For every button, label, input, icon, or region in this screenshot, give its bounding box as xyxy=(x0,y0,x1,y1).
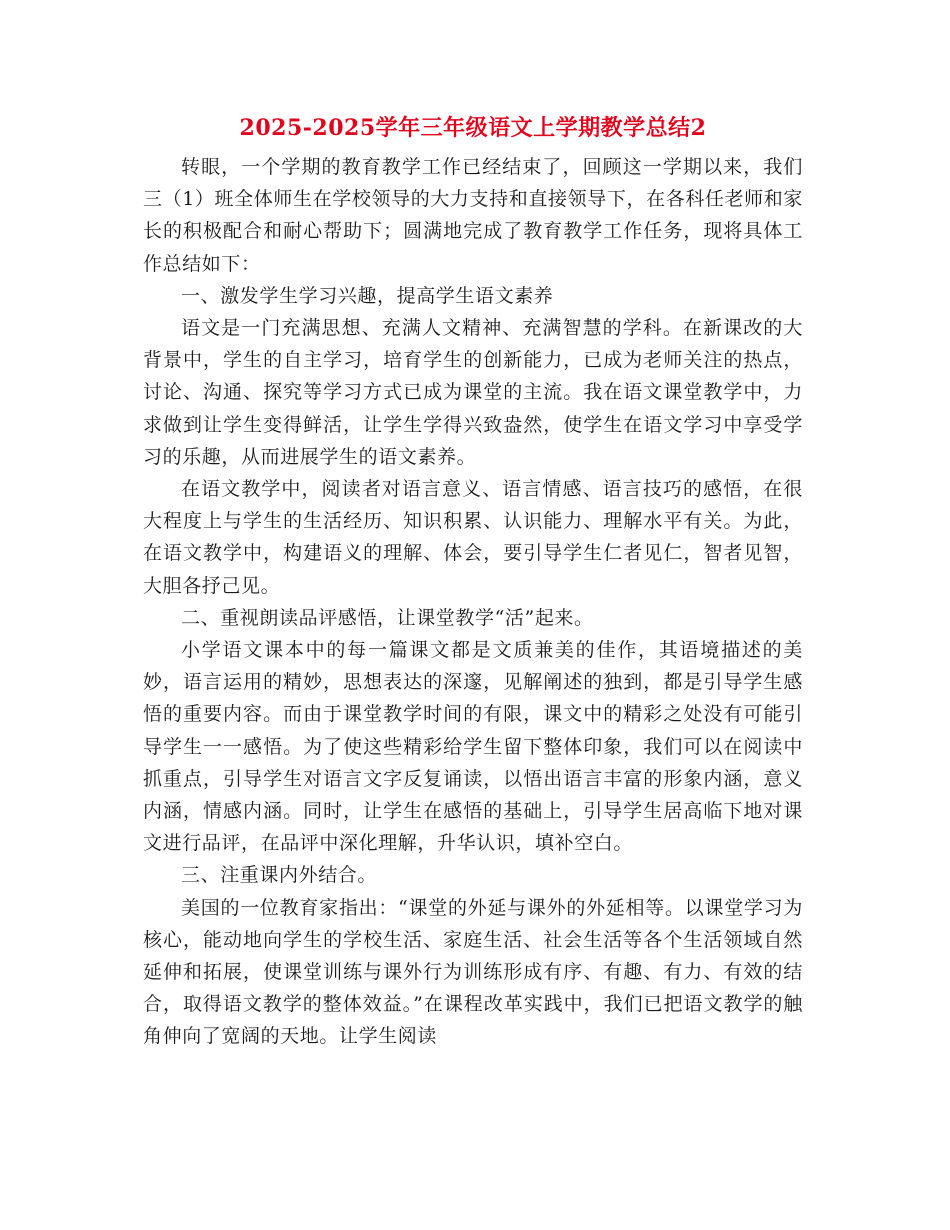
section-heading-2: 二、重视朗读品评感悟，让课堂教学“活”起来。 xyxy=(181,606,594,629)
section-heading-1: 一、激发学生学习兴趣，提高学生语文素养 xyxy=(181,284,554,307)
body-paragraph: 在语文教学中，阅读者对语言意义、语言情感、语言技巧的感悟，在很大程度上与学生的生活经历、知识积累、认识能力、理解水平有关。为此，在语文教学中，构建语义的理解、体会，要引导学生仁者见仁，智者见智，大胆各抒己见。 xyxy=(143,478,803,597)
intro-paragraph: 转眼，一个学期的教育教学工作已经结束了，回顾这一学期以来，我们三（1）班全体师生在学校领导的大力支持和直接领导下，在各科任老师和家长的积极配合和耐心帮助下；圆满地完成了教育教学工作任务，现将具体工作总结如下： xyxy=(143,156,803,275)
document-title: 2025-2025学年三年级语文上学期教学总结2 xyxy=(239,115,707,141)
section-heading-3: 三、注重课内外结合。 xyxy=(181,864,378,887)
document-page xyxy=(143,109,803,1053)
body-paragraph: 语文是一门充满思想、充满人文精神、充满智慧的学科。在新课改的大背景中，学生的自主学习，培育学生的创新能力，已成为老师关注的热点，讨论、沟通、探究等学习方式已成为课堂的主流。我在语文课堂教学中，力求做到让学生变得鲜活，让学生学得兴致盎然，使学生在语文学习中享受学习的乐趣，从而进展学生的语文素养。 xyxy=(143,317,803,468)
body-paragraph: 小学语文课本中的每一篇课文都是文质兼美的佳作，其语境描述的美妙，语言运用的精妙，思想表达的深邃，见解阐述的独到，都是引导学生感悟的重要内容。而由于课堂教学时间的有限，课文中的精彩之处没有可能引导学生一一感悟。为了使这些精彩给学生留下整体印象，我们可以在阅读中抓重点，引导学生对语言文字反复诵读，以悟出语言丰富的形象内涵，意义内涵，情感内涵。同时，让学生在感悟的基础上，引导学生居高临下地对课文进行品评，在品评中深化理解，升华认识，填补空白。 xyxy=(143,639,803,855)
body-paragraph: 美国的一位教育家指出：“课堂的外延与课外的外延相等。以课堂学习为核心，能动地向学生的学校生活、家庭生活、社会生活等各个生活领域自然延伸和拓展，使课堂训练与课外行为训练形成有序、有趣、有力、有效的结合，取得语文教学的整体效益。”在课程改革实践中，我们已把语文教学的触角伸向了宽阔的天地。让学生阅读 xyxy=(143,896,803,1048)
